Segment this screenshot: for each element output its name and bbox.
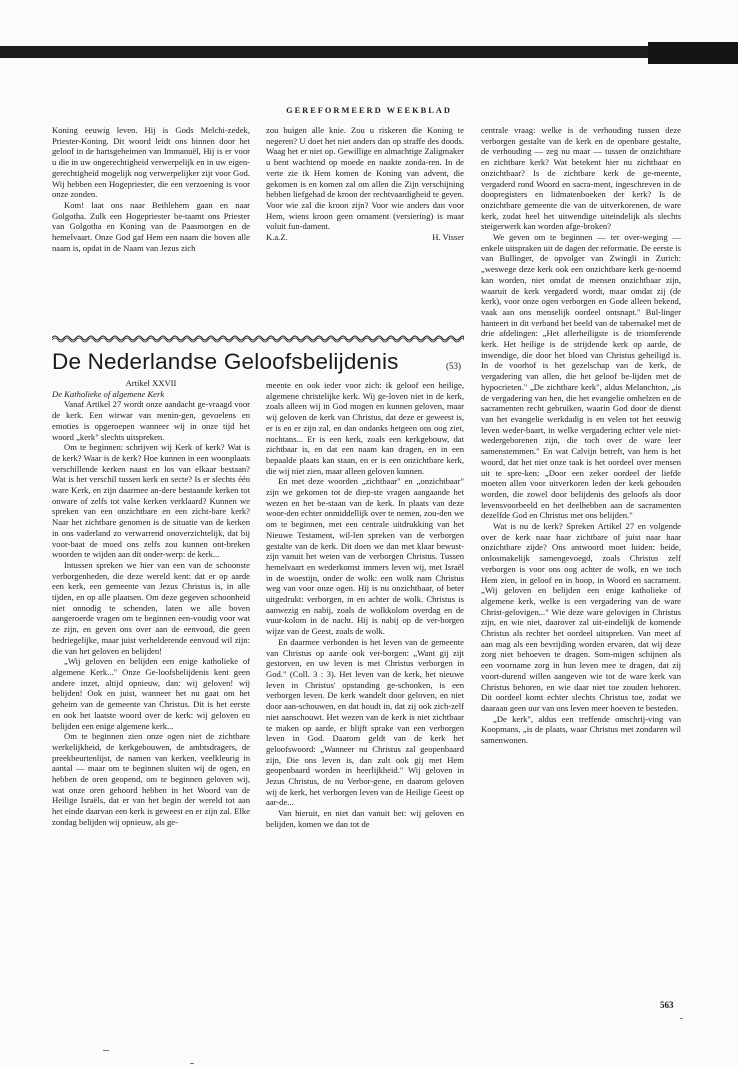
paragraph: meente en ook ieder voor zich: ik geloof een heilige, algemene christelijke kerk. Wij ge-loven niet in de kerk, zoals alleen wij in God mogen en kunnen geloven, maar wij geloven de kerk van Christus, dat deze er geweest is, er is en er zijn zal, en dan ondanks hetgeen ons oog ziet, nochtans... Er is een kerk, zoals een kerkgebouw, dat zichtbaar is, en dat een naam kan dragen, en in een bepaalde plaats kan staan, en er is een onzichtbare kerk, die wij niet zien, maar alleen geloven kunnen. bbox=[266, 380, 464, 476]
article-column-3 bbox=[481, 125, 681, 746]
scan-speck bbox=[103, 1050, 109, 1051]
paragraph: Wat is nu de kerk? Spreken Artikel 27 en volgende over de kerk naar haar zichtbare of juist naar haar onzichtbare zijde? Ons antwoord moet luiden: beide, onlosmakelijk samengevoegd, zoals Christus zelf verborgen is voor ons oog achter de wolk, en we toch Hem zien, in geloof en in hoop, in Woord en sacrament. „Wij geloven en belijden een enige katholieke of algemene kerk, welke is een vergadering van de ware Christ-gelovigen..." Wie deze ware gelovigen in Christus zijn, en wie niet, daarover zal uit-eindelijk de komende Christus als rechter het oordeel uitspreken. Van meet af aan mag als een bevrijding worden ervaren, dat wij deze zorg niet behoeven te dragen. Som-migen schijnen als een voorname zorg in hun leven mee te dragen, dat zij voort-durend willen aangeven wie tot de ware kerk van Christus behoren, en wie daar niet toe zouden behoren. Dit oordeel komt echter slechts Christus toe, zodat we daaraan geen uur van ons leven meer hoeven te besteden. bbox=[481, 521, 681, 713]
article-column-2 bbox=[266, 380, 464, 830]
paragraph: Om te beginnen: schrijven wij Kerk of kerk? Wat is de kerk? Waar is de kerk? Hoe kunnen in een woonplaats verschillende kerken naast en los van elkaar bestaan? Wat is het verschil tussen kerk en secte? Is er slechts één ware Kerk, en zijn daarmee an-dere bestaande kerken tot onware of zelfs tot valse kerken verklaard? Kunnen we spreken van een onzichtbare en een zicht-bare kerk? Naar het zichtbare genomen is de situatie van de kerken in ons vaderland zo verwarrend onoverzichtelijk, dat bij voor-baat de moed ons zelfs zou kunnen ont-breken woorden te wijden aan dit onder-werp: de kerk... bbox=[52, 442, 250, 560]
article-column-1 bbox=[52, 378, 250, 828]
paragraph: En daarmee verbonden is het leven van de gemeente van Christus op aarde ook ver-borgen: „Want gij zijt gestorven, en uw leven is met Christus verborgen in God." (Coll. 3 : 3). Het leven van de kerk, het nieuwe leven in Christus' opstanding ge-schonken, is een verborgen leven. De kerk wandelt door geloven, en niet door aan-schouwen, en dat houdt in, dat zij ook zich-zelf niet aanschouwt. Het wezen van de kerk is niet zichtbaar te maken op aarde, er blijft sprake van een verborgen leven in God. Daarom geldt van de kerk het geloofswoord: „Wanneer nu Christus zal geopenbaard zijn, Die ons leven is, dan zult ook gij met Hem geopenbaard worden in heerlijkheid." Wij geloven in Jezus Christus, de nu Verbor-gene, en daarom geloven wij de kerk, het verborgen leven van de Heilige Geest op aar-de... bbox=[266, 636, 464, 808]
wavy-divider bbox=[52, 333, 464, 343]
scan-speck bbox=[190, 1063, 194, 1064]
paragraph: Intussen spreken we hier van een van de schoonste verborgenheden, die deze wereld kent: dat er op aarde een kerk, een gemeente van Jezus Christus is, in alle tijden, en op alle plaatsen. Om deze gegeven schoonheid niet onnodig te schenden, laten we alle boven aangeroerde vragen om te beginnen een-voudig voor wat ze zijn, en geven ons over aan de eenvoud, die geen bedriegelijke, maar juist verhelderende eenvoud wil zijn: die van het geloven en belijden! bbox=[52, 559, 250, 656]
top-column-1 bbox=[52, 125, 250, 253]
article-number: Artikel XXVII bbox=[125, 378, 177, 388]
article-series-number: (53) bbox=[446, 361, 461, 371]
paragraph: „De kerk", aldus een treffende omschrij-ving van Koopmans, „is de plaats, waar Christus met zondaren wil samenwonen. bbox=[481, 713, 681, 746]
article-title: De Nederlandse Geloofsbelijdenis bbox=[52, 349, 399, 374]
paragraph: centrale vraag: welke is de verhouding tussen deze verborgen gestalte van de kerk en de openbare gestalte, de verhouding — zeg nu maar — tussen de onzichtbare en zichtbare kerk? Wat betekent hier nu zichtbaar en onzichtbaar? Is de zichtbare kerk de ge-meente, vergaderd rond Woord en sacra-ment, ingeschreven in de doopregisters en lidmatenboeken der kerk? Is de onzichtbare gemeente die van de uitverkorenen, de ware kerk, zodat heel het uitwendige uiteindelijk als slechts steigerwerk kan worden afge-broken? bbox=[481, 125, 681, 232]
signature-author: H. Visser bbox=[432, 232, 464, 243]
scan-edge-notch bbox=[648, 42, 738, 64]
scan-speck bbox=[680, 1018, 683, 1019]
running-head: GEREFORMEERD WEEKBLAD bbox=[286, 106, 452, 115]
scan-edge-bar bbox=[0, 46, 738, 58]
paragraph: Kom! laat ons naar Bethlehem gaan en naar Golgotha. Zulk een Hogepriester be-taamt ons Priester van Golgotha en Koning van de Paasmorgen en de hemelvaart. Onze God gaf Hem een naam die boven alle naam is, opdat in de Naam van Jezus zich bbox=[52, 199, 250, 253]
paragraph: zou buigen alle knie. Zou u riskeren die Koning te negeren? U doet het niet anders dan op straffe des doods. Waag het er niet op. Gewillige en almachtige Zaligmaker u bent wachtend op moede en naakte zonda-ren. In de verte zie ik Hem komen de Koning van advent, die gekomen is en komen zal om allen die Zijn verschijning hebben liefgehad de kroon der rechtvaardigheid te geven. Voor wie zal die kroon zijn? Voor wie anders dan voor Hem, wiens kroon geen ornament (versiering) is maar voluit fun-dament. bbox=[266, 125, 464, 232]
paragraph: We geven om te beginnen — ter over-weging — enkele uitspraken uit de dagen der reformatie. De eerste is van Bullinger, de opvolger van Zwingli in Zurich: „weswege deze kerk ook een onzichtbare kerk ge-noemd kan worden, niet omdat de mensen onzichtbaar zijn, waaruit de kerk vergaderd wordt, maar omdat zij (de kerk), voor onze ogen verborgen en Gode alleen bekend, vaak aan ons menselijk oordeel ontsnapt." Bul-linger hanteert in dit verband het beeld van de tabernakel met de drie afdelingen: „Het allerheiligste is de triomferende kerk. Het heilige is de strijdende kerk op aarde, de inwendige, die door het bloed van Christus geheiligd is. In de voorhof is het gezelschap van de kerk, de vergadering van allen, die het geloof be-lijden met de hypocrieten." „De zichtbare kerk", aldus Melanchton, „is de vergadering van hen, die het evangelie omhelzen en de sacramenten recht gebruiken, waarin God door de dienst van het evangelie werkdadig is en velen tot het eeuwig leven weder-baart, in welke vergadering echter vele niet-wedergeborenen zijn, die toch over de ware leer samenstemmen." En wat Calvijn betreft, van hem is het woord, dat het niet onze taak is het oordeel over mensen uit te spre-ken: „Door een zeker oordeel der liefde moeten allen voor uitverkoren leden der kerk gehouden worden, die zowel door belijdenis des geloofs als door levensvoorbeeld en het deelhebben aan de sacramenten dezelfde God en Christus met ons belijden." bbox=[481, 232, 681, 521]
article-subtitle: De Katholieke of algemene Kerk bbox=[52, 388, 165, 399]
paragraph: „Wij geloven en belijden een enige katholieke of algemene Kerk..." Onze Ge-loofsbelijdenis kent geen andere inzet, altijd opnieuw, dan: wij geloven! wij belijden! Ook en juist, wanneer het nu gaat om het geheim van de gemeente van Christus. Dit is het eerste en ook het laatste woord over de kerk: wij geloven en belijden een enige algemene kerk... bbox=[52, 656, 250, 731]
paragraph: Vanaf Artikel 27 wordt onze aandacht ge-vraagd voor de kerk. Een wirwar van menin-gen, gevoelens en emoties is opgeroepen wanneer wij in onze tijd het woord „kerk" slechts uitspreken. bbox=[52, 399, 250, 442]
signature-place: K.a.Z. bbox=[266, 232, 288, 243]
page-number: 563 bbox=[660, 1000, 674, 1010]
paragraph: Om te beginnen zien onze ogen niet de zichtbare werkelijkheid, de kerkgebouwen, de ambtsdragers, de preekbeurtenlijst, de namen van kerken, veelkleurig in aantal — maar om te beginnen sluiten wij de ogen, en hebben de oren geopend, om te beginnen geloven wij, wat onze oren gehoord hebben in het Woord van de Heilige Israëls, dat er van het begin der wereld tot aan het einde daarvan een kerk is geweest en er zijn zal. Elke zondag belijden wij opnieuw, als ge- bbox=[52, 731, 250, 827]
paragraph: Van hieruit, en niet dan vanuit het: wij geloven en belijden, komen we dan tot de bbox=[266, 808, 464, 829]
paragraph: En met deze woorden „zichtbaar" en „onzichtbaar" zijn we gekomen tot de diep-ste vragen aangaande het wezen en het be-staan van de kerk. In plaats van deze woor-den echter onmiddellijk over te nemen, zou-den we om te beginnen, met een centrale uitdrukking van het Nieuwe Testament, wil-len spreken van de verborgen gestalte van de kerk. Dit doen we dan met klaar bewust-zijn vanuit het weten van de verborgen Christus. Tussen hemelvaart en wederkomst immers leven wij, met Israël in de woestijn, onder de wolk: een wolk nam Christus weg van voor onze ogen. Hij is nu onzichtbaar, of beter uitgedrukt: verborgen, in en achter de wolk. Christus is aanwezig en nabij, zoals de wolkkolom overdag en de vuur-kolom in de nacht. Hij is nabij op de ver-borgen wijze van de Geest, zoals de wolk. bbox=[266, 476, 464, 637]
signature-line bbox=[266, 232, 464, 243]
top-column-2 bbox=[266, 125, 464, 243]
paragraph: Koning eeuwig leven. Hij is Gods Melchi-zedek, Priester-Koning. Dit woord leidt ons binnen door het geloof in de hartsgeheimen van Immanuël, Hij is er voor u die in uw ongerechtigheid verwerpelijk en in uw eigen-gerechtigheid mogelijk nog verwerpelijker zijt voor God. Wij hebben een Hogepriester, die een verzoening is voor onze zonden. bbox=[52, 125, 250, 200]
